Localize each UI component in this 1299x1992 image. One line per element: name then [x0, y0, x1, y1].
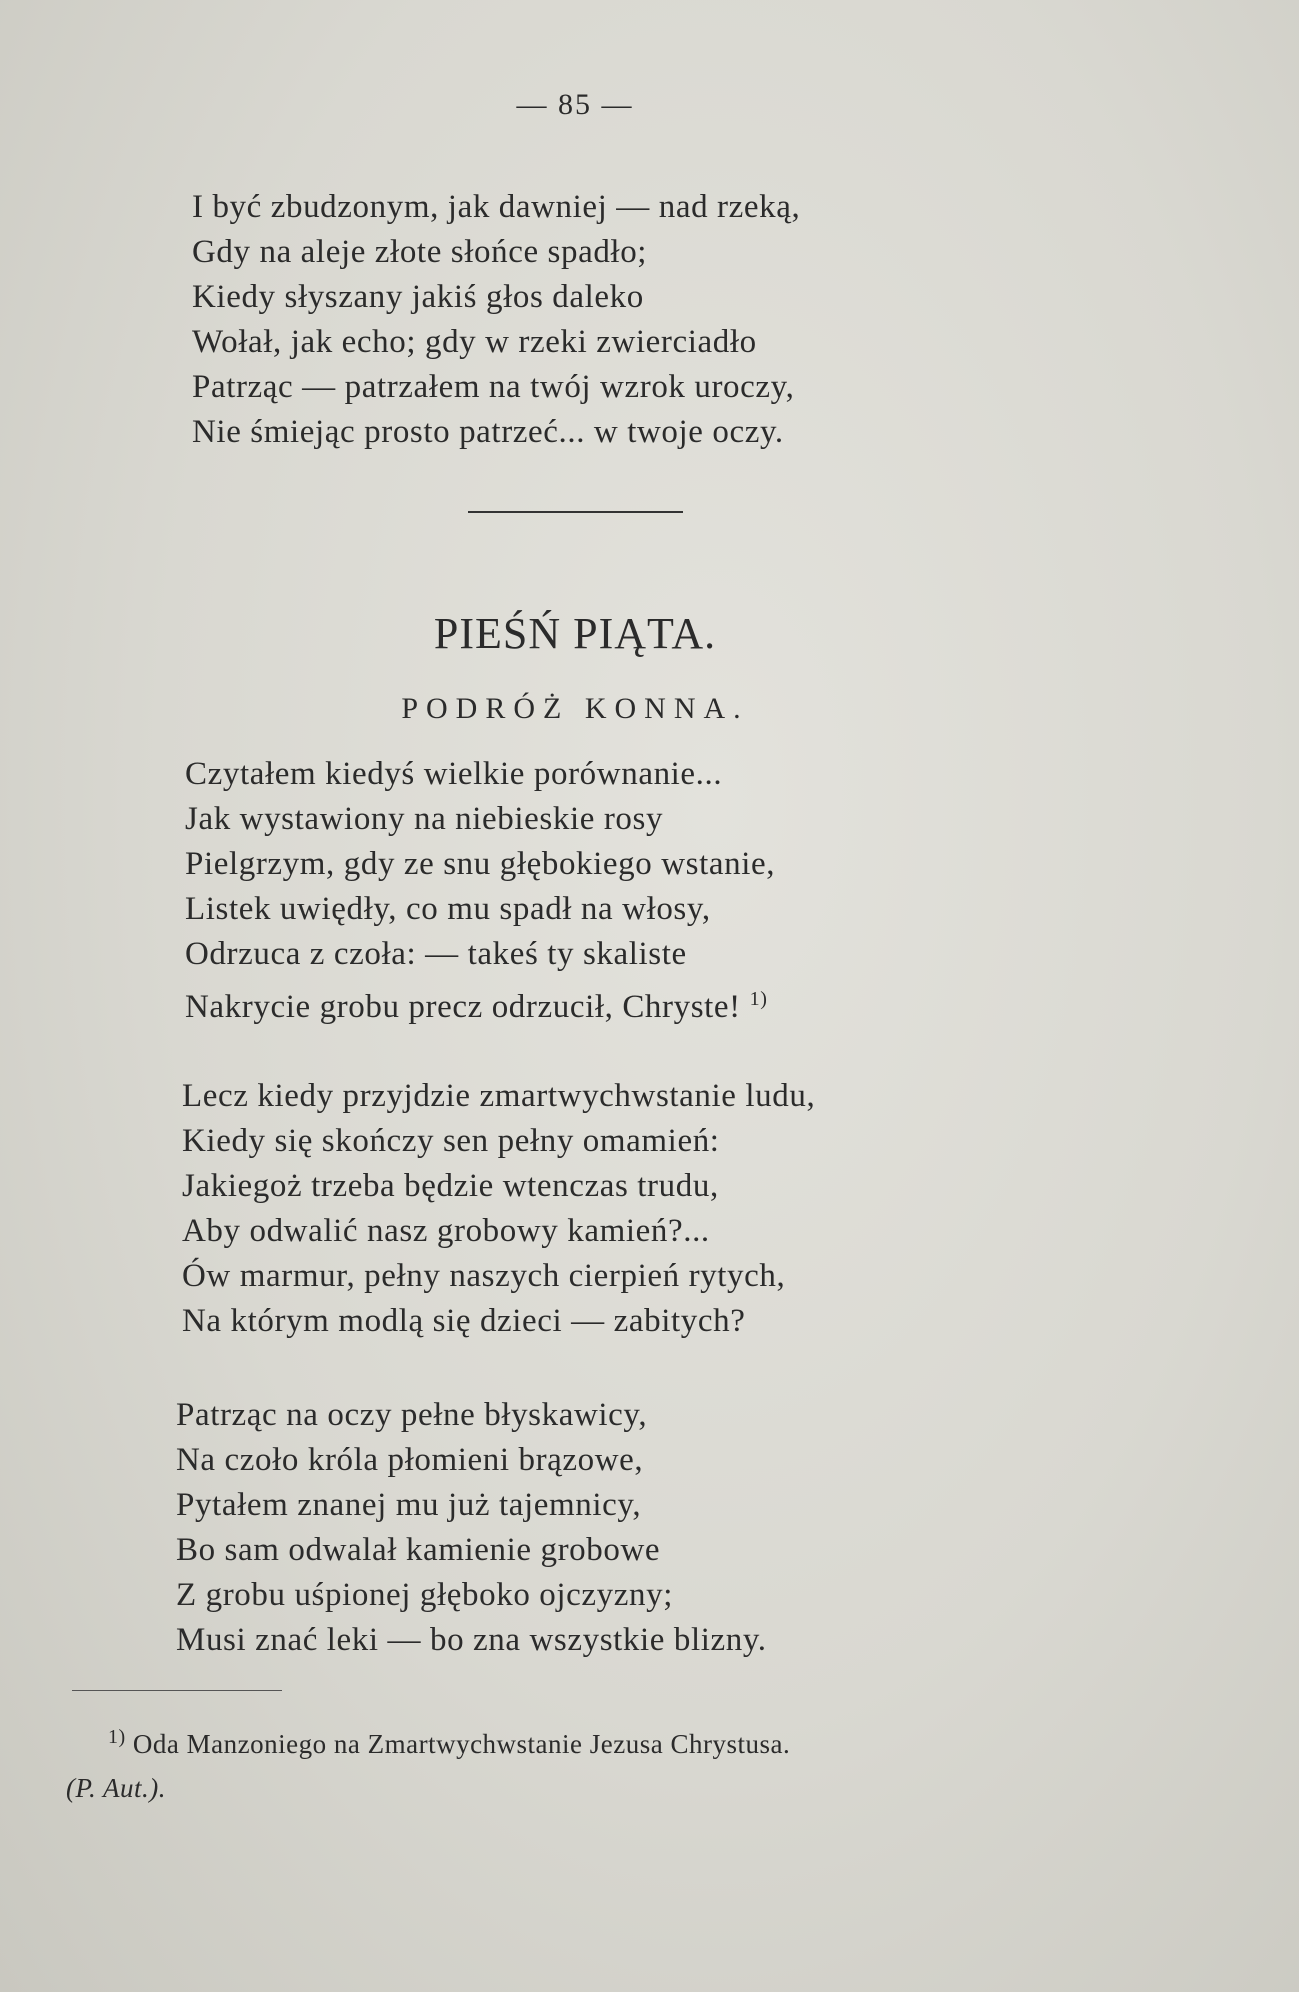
verse-line: Kiedy się skończy sen pełny omamień:: [182, 1123, 720, 1159]
footnote-reference[interactable]: 1): [749, 988, 768, 1010]
song-subtitle: PODRÓŻ KONNA.: [401, 692, 749, 725]
footnote-mark: 1): [108, 1726, 126, 1748]
footnote-signature: (P. Aut.).: [66, 1773, 167, 1803]
stanza-3: [176, 1393, 767, 1663]
verse-line: Pielgrzym, gdy ze snu głębokiego wstanie,: [185, 846, 776, 882]
verse-line: Odrzuca z czoła: — takeś ty skaliste: [185, 936, 687, 972]
verse-line: Z grobu uśpionej głęboko ojczyzny;: [176, 1577, 673, 1613]
verse-text: Nakrycie grobu precz odrzucił, Chryste!: [185, 989, 741, 1025]
verse-line: Pytałem znanej mu już tajemnicy,: [176, 1487, 642, 1523]
verse-line: Lecz kiedy przyjdzie zmartwychwstanie ludu,: [182, 1078, 816, 1114]
verse-line: Jak wystawiony na niebieskie rosy: [185, 801, 664, 837]
section-divider: [468, 511, 683, 513]
footnote: [66, 1715, 791, 1810]
footnote-text: Oda Manzoniego na Zmartwychwstanie Jezusa Chrystusa.: [132, 1729, 791, 1759]
verse-line: Bo sam odwalał kamienie grobowe: [176, 1532, 661, 1568]
verse-line: Wołał, jak echo; gdy w rzeki zwierciadło: [192, 324, 757, 360]
stanza-1: [185, 752, 775, 1030]
verse-line: Patrząc — patrzałem na twój wzrok uroczy,: [192, 369, 795, 405]
verse-line: Patrząc na oczy pełne błyskawicy,: [176, 1397, 648, 1433]
song-title: PIEŚŃ PIĄTA.: [433, 609, 717, 658]
verse-line: Ów marmur, pełny naszych cierpień rytych,: [182, 1258, 786, 1294]
footnote-line: [108, 1726, 791, 1759]
footnote-divider: [72, 1690, 282, 1691]
verse-line: Na czoło króla płomieni brązowe,: [176, 1442, 644, 1478]
verse-line: I być zbudzonym, jak dawniej — nad rzeką,: [192, 189, 801, 225]
stanza-top: [192, 185, 800, 455]
verse-line: Listek uwiędły, co mu spadł na włosy,: [185, 891, 711, 927]
page-number: — 85 —: [516, 88, 634, 121]
verse-line: Nie śmiejąc prosto patrzeć... w twoje oczy.: [192, 414, 784, 450]
verse-line: Aby odwalić nasz grobowy kamień?...: [182, 1213, 710, 1249]
verse-line: Gdy na aleje złote słońce spadło;: [192, 234, 648, 270]
stanza-2: [182, 1074, 815, 1344]
verse-line-with-note: [185, 977, 775, 1030]
verse-line: Kiedy słyszany jakiś głos daleko: [192, 279, 644, 315]
verse-line: Jakiegoż trzeba będzie wtenczas trudu,: [182, 1168, 719, 1204]
verse-line: Musi znać leki — bo zna wszystkie blizny.: [176, 1622, 767, 1658]
verse-line: Na którym modlą się dzieci — zabitych?: [182, 1303, 746, 1339]
verse-line: Czytałem kiedyś wielkie porównanie...: [185, 756, 723, 792]
